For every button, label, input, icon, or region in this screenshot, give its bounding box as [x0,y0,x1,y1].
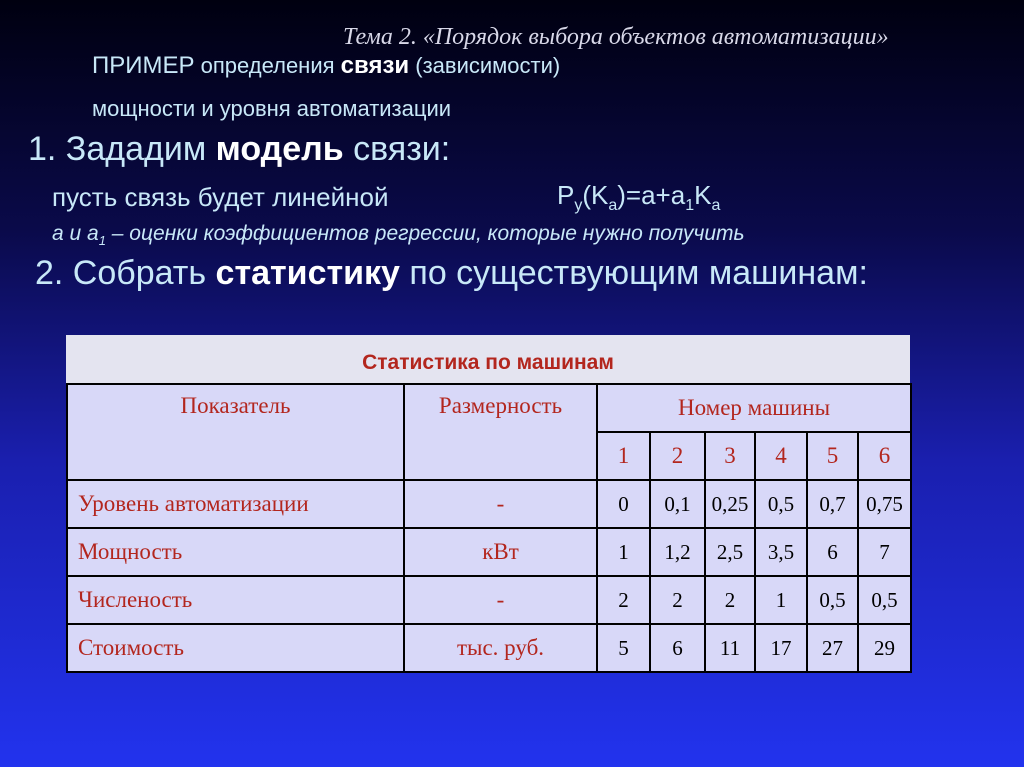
cell-value: 3,5 [755,528,807,576]
cell-value: 0,1 [650,480,705,528]
header-indicator: Показатель [67,384,404,480]
cell-value: 27 [807,624,858,672]
cell-value: 2 [705,576,755,624]
formula-one: 1 [685,197,695,215]
cell-value: 2 [650,576,705,624]
table-row [67,528,911,576]
step1-prefix: 1. Зададим [28,130,216,168]
header-machine-number: Номер машины [597,384,911,432]
topic-title: Тема 2. «Порядок выбора объектов автоматизации» [343,24,889,50]
cell-value: 17 [755,624,807,672]
cell-value: 0,25 [705,480,755,528]
cell-value: 2 [597,576,650,624]
cell-value: 1 [755,576,807,624]
formula-a2: a [711,197,721,215]
formula-k1: (K [582,180,609,210]
step2-suffix: по существующим машинам: [399,254,868,292]
cell-value: 0,7 [807,480,858,528]
cell-value: 0,5 [807,576,858,624]
statistics-table-container [66,335,910,673]
cell-value: 5 [597,624,650,672]
example-line2: мощности и уровня автоматизации [92,96,452,121]
regression-formula [557,180,720,215]
row-label: Численость [67,576,404,624]
row-label: Мощность [67,528,404,576]
formula-eq: )=a+a [617,180,686,210]
formula-y: y [574,197,583,215]
note-sub: 1 [98,233,106,249]
note-rest: – оценки коэффициентов регрессии, которые нужно получить [105,222,745,245]
cell-value: 0,5 [858,576,911,624]
cell-value: 0,75 [858,480,911,528]
machine-number: 5 [807,432,858,480]
machine-number: 2 [650,432,705,480]
formula-k2: K [694,180,712,210]
machine-number: 6 [858,432,911,480]
note-a: a и a [52,222,99,245]
row-dimension: тыс. руб. [404,624,597,672]
cell-value: 0 [597,480,650,528]
cell-value: 1,2 [650,528,705,576]
machine-number: 3 [705,432,755,480]
cell-value: 11 [705,624,755,672]
example-mid: определения [194,53,341,78]
cell-value: 29 [858,624,911,672]
table-header-row [67,384,911,432]
formula-a1: a [608,197,618,215]
step2-heading [35,254,868,293]
cell-value: 7 [858,528,911,576]
header-dimension: Размерность [404,384,597,480]
step2-bold: статистику [215,254,400,292]
step1-heading [28,130,450,169]
row-dimension: - [404,480,597,528]
row-dimension: кВт [404,528,597,576]
row-dimension: - [404,576,597,624]
table-row [67,480,911,528]
table-title: Статистика по машинам [66,335,910,383]
cell-value: 1 [597,528,650,576]
row-label: Уровень автоматизации [67,480,404,528]
cell-value: 6 [650,624,705,672]
step1-suffix: связи: [343,130,451,168]
example-bold: связи [340,52,410,79]
row-label: Стоимость [67,624,404,672]
regression-note [52,222,745,248]
linear-text: пусть связь будет линейной [52,182,389,212]
cell-value: 6 [807,528,858,576]
table-row [67,576,911,624]
statistics-table [66,383,912,673]
machine-number: 4 [755,432,807,480]
table-row [67,624,911,672]
example-heading [92,52,560,80]
cell-value: 2,5 [705,528,755,576]
step2-prefix: 2. Собрать [35,254,216,292]
formula-p: P [557,180,575,210]
example-prefix: ПРИМЕР [92,52,195,79]
cell-value: 0,5 [755,480,807,528]
example-suffix: (зависимости) [409,53,561,78]
machine-number: 1 [597,432,650,480]
step1-bold: модель [215,130,344,168]
